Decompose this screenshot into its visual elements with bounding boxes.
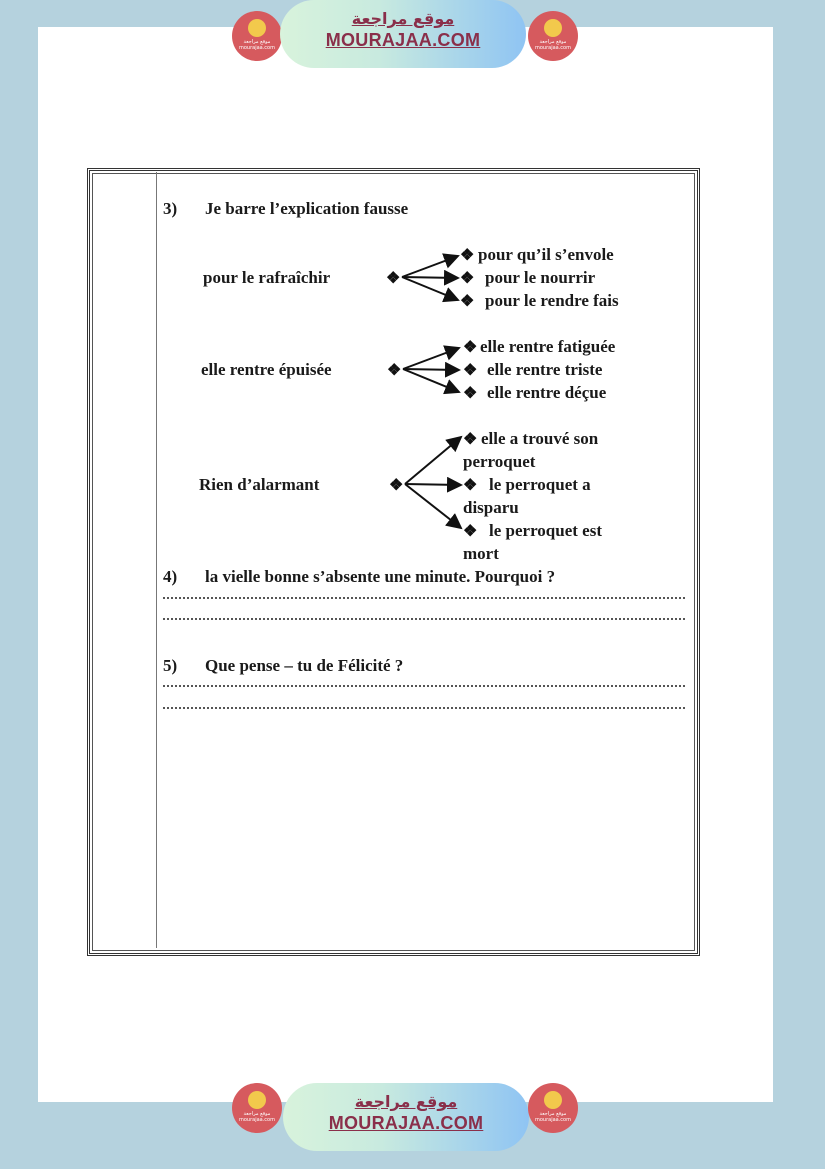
banner-site: MOURAJAA.COM [328, 1113, 484, 1133]
q3-number: 3) [163, 199, 178, 218]
q3-option-2-3[interactable]: elle rentre déçue [487, 383, 607, 402]
banner-arabic: موقع مراجعة [354, 1092, 458, 1111]
q3-title: Je barre l’explication fausse [205, 199, 409, 218]
bullet-icon: ❖ [463, 477, 478, 494]
site-banner-bottom[interactable] [283, 1083, 529, 1151]
bullet-icon: ❖ [463, 523, 478, 540]
banner-site: MOURAJAA.COM [325, 30, 481, 50]
margin-line [156, 172, 157, 948]
bullet-icon: ❖ [460, 247, 475, 264]
q5-number: 5) [163, 656, 178, 675]
logo-badge-right-top [528, 11, 578, 61]
q3-option-3-2a[interactable]: le perroquet a [489, 475, 591, 494]
q3-option-1-2[interactable]: pour le nourrir [485, 268, 596, 287]
badge-caption: موقع مراجعة mourajaa.com [238, 1111, 275, 1123]
logo-badge-right-bottom [528, 1083, 578, 1133]
q3-option-1-3[interactable]: pour le rendre fais [485, 291, 619, 310]
banner-arabic: موقع مراجعة [351, 9, 455, 28]
q3-option-3-1a[interactable]: elle a trouvé son [481, 429, 599, 448]
q3-option-3-3a[interactable]: le perroquet est [489, 521, 602, 540]
q3-stem-3: Rien d’alarmant [199, 475, 320, 494]
q3-stem-1: pour le rafraîchir [203, 268, 331, 287]
bullet-icon: ❖ [389, 477, 404, 494]
q3-option-2-2[interactable]: elle rentre triste [487, 360, 603, 379]
bullet-icon: ❖ [463, 339, 478, 356]
site-banner-top[interactable] [280, 0, 526, 68]
bullet-icon: ❖ [463, 385, 478, 402]
q5-title: Que pense – tu de Félicité ? [205, 656, 404, 675]
sun-icon [248, 19, 266, 37]
logo-badge-left-top [232, 11, 282, 61]
q3-option-3-3b[interactable]: mort [463, 544, 499, 563]
q3-option-3-1b[interactable]: perroquet [463, 452, 536, 471]
bullet-icon: ❖ [386, 270, 401, 287]
logo-badge-left-bottom [232, 1083, 282, 1133]
answer-line[interactable] [163, 597, 685, 599]
q3-option-3-2b[interactable]: disparu [463, 498, 519, 517]
q4-title: la vielle bonne s’absente une minute. Pourquoi ? [205, 567, 556, 586]
bullet-icon: ❖ [463, 362, 478, 379]
answer-line[interactable] [163, 618, 685, 620]
q3-option-2-1[interactable]: elle rentre fatiguée [480, 337, 616, 356]
sun-icon [544, 19, 562, 37]
bullet-icon: ❖ [387, 362, 402, 379]
badge-caption: موقع مراجعة mourajaa.com [534, 39, 571, 51]
q3-stem-2: elle rentre épuisée [201, 360, 332, 379]
badge-caption: موقع مراجعة mourajaa.com [238, 39, 275, 51]
badge-caption: موقع مراجعة mourajaa.com [534, 1111, 571, 1123]
sun-icon [544, 1091, 562, 1109]
q4-number: 4) [163, 567, 178, 586]
sun-icon [248, 1091, 266, 1109]
answer-line[interactable] [163, 685, 685, 687]
q3-option-1-1[interactable]: pour qu’il s’envole [478, 245, 614, 264]
answer-line[interactable] [163, 707, 685, 709]
bullet-icon: ❖ [463, 431, 478, 448]
bullet-icon: ❖ [460, 293, 475, 310]
bullet-icon: ❖ [460, 270, 475, 287]
